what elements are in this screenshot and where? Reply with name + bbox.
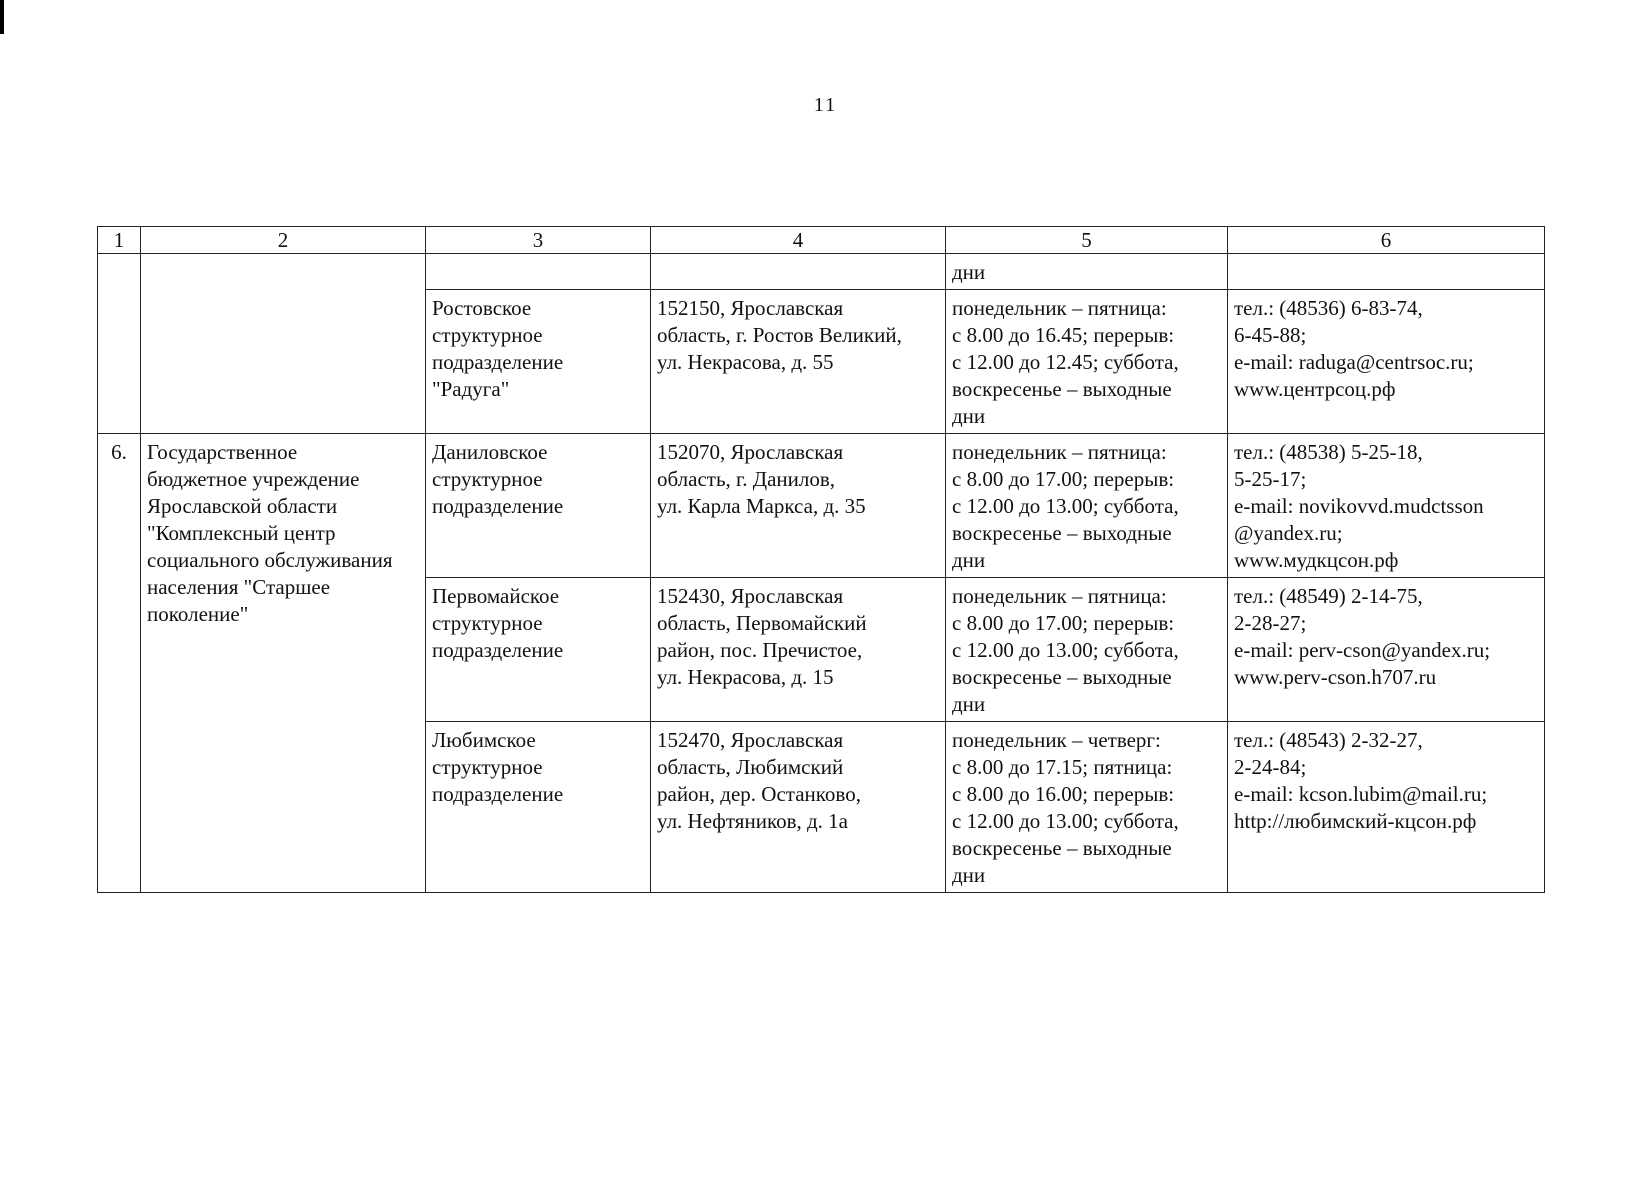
unit-contacts-line: 6-45-88; bbox=[1234, 323, 1307, 347]
unit-contacts-line: 5-25-17; bbox=[1234, 467, 1307, 491]
unit-hours-line: с 12.00 до 13.00; суббота, bbox=[952, 494, 1179, 518]
unit-name-line: Любимское bbox=[432, 728, 536, 752]
scan-edge-mark bbox=[0, 0, 4, 34]
unit-hours-line: понедельник – пятница: bbox=[952, 584, 1167, 608]
unit-hours-line: с 12.00 до 13.00; суббота, bbox=[952, 638, 1179, 662]
unit-address-line: область, г. Ростов Великий, bbox=[657, 323, 902, 347]
unit-address bbox=[651, 254, 946, 290]
unit-name-line: Даниловское bbox=[432, 440, 548, 464]
unit-address bbox=[651, 722, 946, 893]
unit-name-line: структурное bbox=[432, 611, 543, 635]
unit-hours bbox=[946, 434, 1228, 578]
unit-contacts-line: e-mail: perv-cson@yandex.ru; bbox=[1234, 638, 1491, 662]
unit-address-line: 152070, Ярославская bbox=[657, 440, 844, 464]
organization-name-line: Государственное bbox=[147, 440, 298, 464]
unit-contacts-line: тел.: (48536) 6-83-74, bbox=[1234, 296, 1423, 320]
page-number: 11 bbox=[813, 94, 838, 116]
unit-name-line: подразделение bbox=[432, 494, 564, 518]
unit-name-line: подразделение bbox=[432, 782, 564, 806]
unit-hours-line: с 12.00 до 12.45; суббота, bbox=[952, 350, 1179, 374]
unit-hours-line: дни bbox=[952, 863, 986, 887]
unit-contacts-line: тел.: (48549) 2-14-75, bbox=[1234, 584, 1423, 608]
unit-address-line: район, дер. Останково, bbox=[657, 782, 861, 806]
unit-contacts-line: e-mail: kcson.lubim@mail.ru; bbox=[1234, 782, 1488, 806]
column-number: 6 bbox=[1228, 227, 1545, 254]
unit-hours-line: дни bbox=[952, 260, 986, 284]
unit-contacts-line: www.центрсоц.рф bbox=[1234, 377, 1396, 401]
unit-hours-line: воскресенье – выходные bbox=[952, 836, 1172, 860]
unit-hours-line: понедельник – четверг: bbox=[952, 728, 1161, 752]
column-number: 4 bbox=[651, 227, 946, 254]
table-row bbox=[98, 254, 1545, 290]
unit-address bbox=[651, 290, 946, 434]
unit-address-line: область, Любимский bbox=[657, 755, 844, 779]
organization-name-line: бюджетное учреждение bbox=[147, 467, 360, 491]
unit-address-line: 152430, Ярославская bbox=[657, 584, 844, 608]
unit-address-line: ул. Нефтяников, д. 1а bbox=[657, 809, 848, 833]
unit-name bbox=[426, 290, 651, 434]
column-numbers-row bbox=[98, 227, 1545, 254]
unit-contacts-line: @yandex.ru; bbox=[1234, 521, 1343, 545]
organization-name-line: "Комплексный центр bbox=[147, 521, 336, 545]
row-number: 6. bbox=[98, 434, 141, 893]
unit-address-line: 152470, Ярославская bbox=[657, 728, 844, 752]
table-body bbox=[98, 227, 1545, 893]
unit-hours-line: с 8.00 до 17.15; пятница: bbox=[952, 755, 1173, 779]
organization-name-line: населения "Старшее bbox=[147, 575, 331, 599]
unit-address-line: район, пос. Пречистое, bbox=[657, 638, 863, 662]
unit-address bbox=[651, 578, 946, 722]
unit-contacts-line: 2-24-84; bbox=[1234, 755, 1307, 779]
unit-hours-line: дни bbox=[952, 404, 986, 428]
unit-name bbox=[426, 722, 651, 893]
services-table bbox=[97, 226, 1545, 893]
unit-hours-line: с 12.00 до 13.00; суббота, bbox=[952, 809, 1179, 833]
table-row bbox=[98, 434, 1545, 578]
unit-contacts-line: www.perv-cson.h707.ru bbox=[1234, 665, 1437, 689]
unit-contacts-line: тел.: (48543) 2-32-27, bbox=[1234, 728, 1423, 752]
unit-name bbox=[426, 434, 651, 578]
unit-name-line: "Радуга" bbox=[432, 377, 510, 401]
unit-hours bbox=[946, 578, 1228, 722]
unit-address-line: 152150, Ярославская bbox=[657, 296, 844, 320]
unit-name-line: подразделение bbox=[432, 350, 564, 374]
unit-name-line: подразделение bbox=[432, 638, 564, 662]
unit-address bbox=[651, 434, 946, 578]
unit-hours-line: воскресенье – выходные bbox=[952, 521, 1172, 545]
unit-hours-line: с 8.00 до 17.00; перерыв: bbox=[952, 611, 1175, 635]
organization-name-line: Ярославской области bbox=[147, 494, 338, 518]
unit-hours bbox=[946, 290, 1228, 434]
unit-address-line: область, г. Данилов, bbox=[657, 467, 836, 491]
unit-contacts bbox=[1228, 254, 1545, 290]
unit-hours-line: с 8.00 до 16.45; перерыв: bbox=[952, 323, 1175, 347]
unit-name bbox=[426, 254, 651, 290]
organization-name bbox=[141, 434, 426, 893]
unit-contacts bbox=[1228, 578, 1545, 722]
unit-name-line: структурное bbox=[432, 467, 543, 491]
unit-hours-line: с 8.00 до 17.00; перерыв: bbox=[952, 467, 1175, 491]
unit-name bbox=[426, 578, 651, 722]
column-number: 3 bbox=[426, 227, 651, 254]
unit-contacts-line: 2-28-27; bbox=[1234, 611, 1307, 635]
unit-contacts bbox=[1228, 722, 1545, 893]
row-number bbox=[98, 254, 141, 434]
organization-name-line: поколение" bbox=[147, 602, 249, 626]
organization-name-line: социального обслуживания bbox=[147, 548, 393, 572]
unit-hours-line: понедельник – пятница: bbox=[952, 296, 1167, 320]
unit-contacts bbox=[1228, 290, 1545, 434]
unit-contacts-line: http://любимский-кцсон.рф bbox=[1234, 809, 1477, 833]
unit-address-line: ул. Некрасова, д. 15 bbox=[657, 665, 834, 689]
organization-name bbox=[141, 254, 426, 434]
unit-hours-line: воскресенье – выходные bbox=[952, 377, 1172, 401]
unit-hours-line: дни bbox=[952, 692, 986, 716]
unit-contacts-line: e-mail: novikovvd.mudctsson bbox=[1234, 494, 1484, 518]
column-number: 5 bbox=[946, 227, 1228, 254]
unit-address-line: область, Первомайский bbox=[657, 611, 867, 635]
unit-name-line: структурное bbox=[432, 755, 543, 779]
unit-contacts-line: www.мудкцсон.рф bbox=[1234, 548, 1399, 572]
column-number: 1 bbox=[98, 227, 141, 254]
unit-name-line: Первомайское bbox=[432, 584, 560, 608]
unit-name-line: Ростовское bbox=[432, 296, 532, 320]
unit-hours-line: воскресенье – выходные bbox=[952, 665, 1172, 689]
unit-address-line: ул. Некрасова, д. 55 bbox=[657, 350, 834, 374]
unit-hours bbox=[946, 254, 1228, 290]
column-number: 2 bbox=[141, 227, 426, 254]
unit-contacts-line: e-mail: raduga@centrsoc.ru; bbox=[1234, 350, 1474, 374]
unit-hours-line: дни bbox=[952, 548, 986, 572]
unit-contacts bbox=[1228, 434, 1545, 578]
unit-name-line: структурное bbox=[432, 323, 543, 347]
unit-hours-line: понедельник – пятница: bbox=[952, 440, 1167, 464]
unit-hours bbox=[946, 722, 1228, 893]
unit-hours-line: с 8.00 до 16.00; перерыв: bbox=[952, 782, 1175, 806]
unit-address-line: ул. Карла Маркса, д. 35 bbox=[657, 494, 866, 518]
unit-contacts-line: тел.: (48538) 5-25-18, bbox=[1234, 440, 1423, 464]
